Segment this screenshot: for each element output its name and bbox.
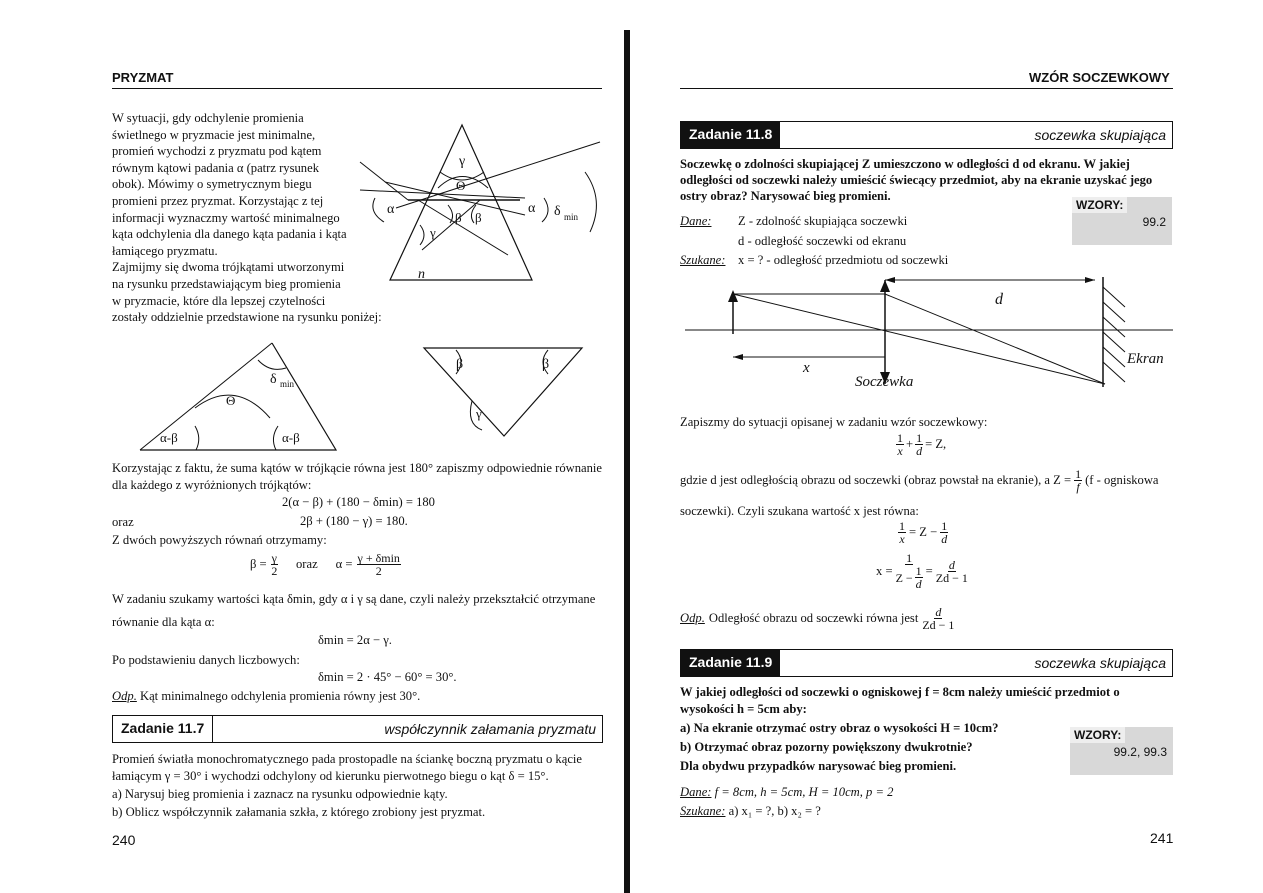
answer-label: Odp. [112,689,137,703]
zadanie-11-8-label: Zadanie 11.8 [681,122,780,148]
eq-rhs: = Z, [925,437,947,451]
answer-fraction [922,606,954,631]
intro-line: Zajmijmy się dwoma trójkątami utworzonymi [112,260,345,275]
result-fraction [936,559,968,584]
x-solution-equation [876,552,968,590]
substitution-text: Po podstawieniu danych liczbowych: [112,653,300,667]
dane-z: Z - zdolność skupiająca soczewki [738,214,908,228]
result-den: Zd − 1 [935,570,968,585]
szukane-x: x = ? - odległość przedmiotu od soczewki [738,253,949,267]
zadanie-11-9-box [680,649,1173,677]
book-spine [624,30,630,893]
z-definition-line [680,468,1159,493]
dane-label-2: Dane: [680,785,712,799]
intro-paragraph [112,110,382,326]
zadanie-11-7-label: Zadanie 11.7 [113,716,213,742]
wzory-title-2: WZORY: [1070,727,1125,743]
dane-line-2 [680,784,893,800]
prism-beta-label-left: β [455,210,462,225]
lens-equation-2 [898,520,948,545]
zadanie-11-8-box [680,121,1173,149]
szukane-values-2: a) x₁ = ?, b) x₂ = ? [728,804,821,818]
triangle-alpha-beta-right: α-β [282,430,300,445]
wzory-box-2 [1070,727,1173,775]
beta-fraction [271,552,278,577]
szukane-label: Szukane: [680,253,726,267]
beta-den: 2 [271,564,278,578]
prism-delta-label: δ [554,204,561,219]
dane-values-2: f = 8cm, h = 5cm, H = 10cm, p = 2 [714,785,894,799]
search-text-2: równanie dla kąta α: [112,615,215,629]
prism-theta-label: Θ [456,178,466,193]
answer-line [112,688,420,704]
prism-alpha-label-right: α [528,201,536,216]
triangle-alpha-beta-left: α-β [160,430,178,445]
alpha-fraction [357,552,401,577]
lens-diagram [685,272,1175,397]
x-search-text: soczewki). Czyli szukana wartość x jest równa: [680,504,919,518]
eq2-rhs: = Z − [909,525,938,539]
task-11-7-text-1: Promień światła monochromatycznego pada prostopadle na ściankę boczną pryzmatu o kącie [112,752,582,766]
prism-diagram [360,120,620,290]
wzory-value-1: 99.2 [1142,215,1166,229]
prism-gamma-label: γ [459,154,466,169]
equation-1: 2(α − β) + (180 − δmin) = 180 [282,495,435,509]
intro-line: W sytuacji, gdy odchylenie promienia [112,111,304,125]
task-11-7-a: a) Narysuj bieg promienia i zaznacz na rysunku odpowiednie kąty. [112,787,448,801]
one-over-d [915,432,923,457]
intro-line: świetlnego w pryzmacie jest minimalne, [112,127,316,142]
equals-sign: = [925,563,933,578]
prism-n-label: n [418,267,425,282]
task-11-9-c: Dla obydwu przypadków narysować bieg promieni. [680,759,957,773]
zadanie-11-9-label: Zadanie 11.9 [681,650,780,676]
wzory-value-2: 99.2, 99.3 [1113,745,1167,759]
prism-delta-min-sub: min [564,212,579,222]
triangle-beta-left: β [456,357,464,372]
szukane-line-2 [680,803,821,819]
dane-d: d - odległość soczewki od ekranu [738,234,907,248]
refraction-triangle-diagram [424,346,594,446]
answer-label-right: Odp. [680,611,705,625]
lens-label: Soczewka [855,374,914,390]
prism-beta-label-right: β [475,210,482,225]
one-over-x [896,432,904,457]
right-page-header: WZÓR SOCZEWKOWY [1029,70,1170,85]
answer-text: Kąt minimalnego odchylenia promienia równy jest 30°. [140,689,421,703]
alpha-num: γ + δmin [357,551,400,565]
z-def-text: gdzie d jest odległością obrazu od soczewki (obraz powstał na ekranie), a Z = [680,473,1072,487]
frac-den: f [1076,480,1080,494]
intro-line: promień wychodzi z pryzmatu pod kątem [112,144,322,159]
one-over-x [898,520,906,545]
header-rule [112,88,602,89]
task-11-7-text-2: łamiącym γ = 30° i wychodzi odchylony od kierunku pierwotnego biegu o kąt δ = 15°. [112,769,549,783]
beta-eq-lhs: β = [250,557,267,571]
frac-num: 1 [897,431,903,445]
result-den: Zd − 1 [922,618,955,632]
screen-label: Ekran [1127,351,1164,367]
plus-sign: + [906,437,914,451]
frac-num: 1 [941,519,948,533]
intro-line: w pryzmacie, które dla lepszej czytelności [112,293,326,308]
angle-sum-text: Korzystając z faktu, że suma kątów w trójkącie równa jest 180° zapiszmy odpowiednie równanie dla każdego z wyróżnionych trójkątów: [112,461,602,492]
frac-den: x [899,532,905,546]
wzory-title-1: WZORY: [1072,197,1127,213]
zadanie-11-7-box [112,715,603,743]
szukane-line [680,252,948,268]
intro-line: kąta odchylenia dla danego kąta padania i kąta [112,227,347,242]
zadanie-11-8-topic: soczewka skupiająca [1034,127,1166,143]
szukane-label-2: Szukane: [680,804,726,818]
equation-3: δmin = 2α − γ. [318,633,392,647]
x-eq-lhs: x = [876,563,893,578]
triangle-beta-right: β [542,357,550,372]
task-11-8-line: odległości od soczewki należy umieścić świecący przedmiot, aby na ekranie uzyskać jego [680,173,1153,187]
frac-den: d [915,577,922,591]
one-over-d [940,520,948,545]
prism-gamma-inner-label: γ [430,225,436,240]
lens-d-label: d [995,291,1003,308]
deviation-triangle-diagram [140,338,350,458]
equation-2: 2β + (180 − γ) = 180. [300,514,408,528]
task-11-9-text-1: W jakiej odległości od soczewki o ogniskowej f = 8cm należy umieścić przedmiot o [680,685,1120,699]
page-number-left: 240 [112,832,136,848]
intro-line: na rysunku przedstawiającym bieg promienia [112,276,341,291]
result-num: d [935,605,942,619]
header-rule-right [680,88,1173,89]
intro-line: promieni przez pryzmat. Korzystając z tej [112,193,324,208]
frac-den: x [897,444,903,458]
task-11-9-b: b) Otrzymać obraz pozorny powiększony dwukrotnie? [680,740,973,754]
zadanie-11-9-topic: soczewka skupiająca [1034,655,1166,671]
frac-den: d [916,444,923,458]
intro-line: równym kątowi padania α (patrz rysunek [112,160,319,175]
page-number-right: 241 [1150,830,1174,846]
left-page-header: PRYZMAT [112,70,174,85]
intro-line: zostały oddzielnie przedstawione na rysunku poniżej: [112,310,382,325]
lens-formula-intro: Zapiszmy do sytuacji opisanej w zadaniu wzór soczewkowy: [680,415,988,429]
frac-num: 1 [906,551,913,565]
dane-label: Dane: [680,214,712,228]
big-fraction [896,552,923,590]
intro-line: łamiącego pryzmatu. [112,243,218,258]
search-text: W zadaniu szukamy wartości kąta δmin, gdy α i γ są dane, czyli należy przekształcić otrzymane [112,592,596,606]
task-11-8-line: ostry obraz? Narysować bieg promieni. [680,189,891,203]
prism-alpha-label-left: α [387,202,395,217]
task-11-9-a: a) Na ekranie otrzymać ostry obraz o wysokości H = 10cm? [680,721,999,735]
lens-equation [896,432,946,457]
answer-text-right: Odległość obrazu od soczewki równa jest [708,611,919,625]
triangle-gamma-label: γ [476,406,482,421]
equation-4: δmin = 2 · 45° − 60° = 30°. [318,670,457,684]
intro-line: obok). Mówimy o symetrycznym biegu [112,177,312,192]
one-over-f [1074,468,1082,493]
task-11-7-b: b) Oblicz współczynnik załamania szkła, z którego zrobiony jest pryzmat. [112,805,486,819]
task-11-9-text-2: wysokości h = 5cm aby: [680,702,807,716]
oraz-label-1: oraz [112,515,134,529]
result-num: d [948,557,955,572]
beta-num: γ [271,551,277,565]
triangle-theta-label: Θ [226,393,236,408]
frac-num: 1 [1075,467,1082,481]
z-def-text-2: (f - ogniskowa [1085,473,1159,487]
answer-line-right [680,606,954,631]
wzory-box-1 [1072,197,1172,245]
dane-line-1 [680,213,907,229]
zadanie-11-7-topic: współczynnik załamania pryzmatu [384,721,596,737]
alpha-eq-lhs: α = [335,557,353,571]
triangle-delta-min-sub: min [280,379,295,389]
triangle-delta-label: δ [270,372,277,387]
frac-num: 1 [915,564,922,578]
frac-num: 1 [916,431,923,445]
task-11-8-line: Soczewkę o zdolności skupiającej Z umieszczono w odległości d od ekranu. W jakiej [680,157,1130,171]
lens-x-label: x [803,360,810,376]
combined-text: Z dwóch powyższych równań otrzymamy: [112,533,327,547]
frac-den: d [941,532,948,546]
frac-den-z: Z − [895,570,913,585]
oraz-label-2: oraz [295,557,318,571]
alpha-den: 2 [375,564,382,578]
intro-line: informacji wyznaczmy wartość minimalnego [112,210,340,225]
beta-alpha-equations [250,552,401,577]
frac-num: 1 [899,519,905,533]
